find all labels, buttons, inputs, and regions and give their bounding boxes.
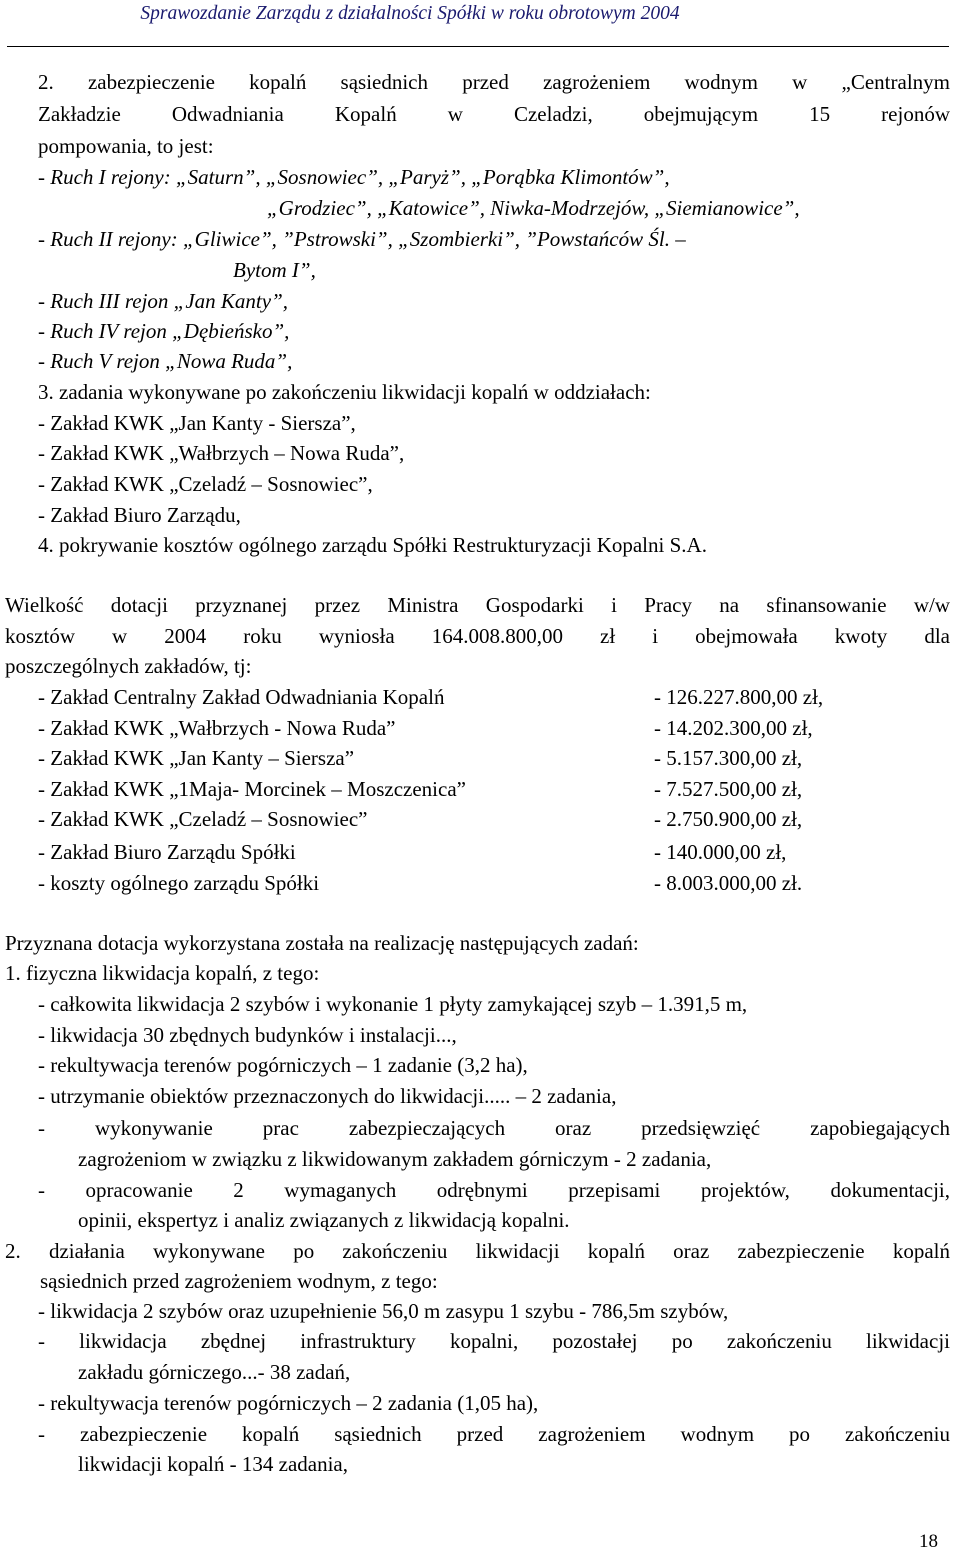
- zadania-t2-item: - zabezpieczenie kopalń sąsiednich przed zagrożeniem wodnym po zakończeniu: [38, 1422, 950, 1446]
- zadania-t1-item: - utrzymanie obiektów przeznaczonych do likwidacji..... – 2 zadania,: [38, 1084, 617, 1108]
- zadania-t2-item: - rekultywacja terenów pogórniczych – 2 zadania (1,05 ha),: [38, 1391, 539, 1415]
- dotacja-row-amount: - 8.003.000,00 zł.: [654, 871, 803, 895]
- sec2-intro-line1: 2. zabezpieczenie kopalń sąsiednich przed zagrożeniem wodnym w „Centralnym: [38, 70, 950, 94]
- sec3-title: 3. zadania wykonywane po zakończeniu likwidacji kopalń w oddziałach:: [38, 380, 651, 404]
- dotacja-para-line1: Wielkość dotacji przyznanej przez Ministra Gospodarki i Pracy na sfinansowanie w/w: [5, 593, 950, 617]
- dotacja-para-line2: kosztów w 2004 roku wyniosła 164.008.800,00 zł i obejmowała kwoty dla: [5, 624, 950, 648]
- dotacja-row-label: - Zakład KWK „Jan Kanty – Siersza”: [38, 746, 355, 770]
- zadania-t1-item: - wykonywanie prac zabezpieczających oraz przedsięwzięć zapobiegających: [38, 1116, 950, 1140]
- zadania-t1-item: - opracowanie 2 wymaganych odrębnymi przepisami projektów, dokumentacji,: [38, 1178, 950, 1202]
- sec2-ruch2-line1: - Ruch II rejony: „Gliwice”, ”Pstrowski”, „Szombierki”, ”Powstańców Śl. –: [38, 227, 686, 251]
- dotacja-row-label: - koszty ogólnego zarządu Spółki: [38, 871, 320, 895]
- dotacja-row-amount: - 14.202.300,00 zł,: [654, 716, 813, 740]
- sec3-item: - Zakład KWK „Jan Kanty - Siersza”,: [38, 411, 356, 435]
- dotacja-row-label: - Zakład Centralny Zakład Odwadniania Kopalń: [38, 685, 445, 709]
- sec2-ruch1-line1: - Ruch I rejony: „Saturn”, „Sosnowiec”, „Paryż”, „Porąbka Klimontów”,: [38, 165, 670, 189]
- dotacja-para-line3: poszczególnych zakładów, tj:: [5, 654, 252, 678]
- sec2-intro-line3: pompowania, to jest:: [38, 134, 214, 158]
- zadania-t1-title: 1. fizyczna likwidacja kopalń, z tego:: [5, 961, 320, 985]
- zadania-t2-item: - likwidacja zbędnej infrastruktury kopalni, pozostałej po zakończeniu likwidacji: [38, 1329, 950, 1353]
- page-number: 18: [919, 1531, 938, 1552]
- sec2-ruch1-line2: „Grodziec”, „Katowice”, Niwka-Modrzejów, „Siemianowice”,: [267, 196, 800, 220]
- dotacja-row-amount: - 2.750.900,00 zł,: [654, 807, 803, 831]
- zadania-t2-item-cont: likwidacji kopalń - 134 zadania,: [78, 1452, 348, 1476]
- dotacja-row-amount: - 140.000,00 zł,: [654, 840, 787, 864]
- dotacja-row-label: - Zakład KWK „1Maja- Morcinek – Moszczenica”: [38, 777, 466, 801]
- sec2-ruch5: - Ruch V rejon „Nowa Ruda”,: [38, 349, 293, 373]
- sec3-item: - Zakład KWK „Czeladź – Sosnowiec”,: [38, 472, 373, 496]
- header-text: Sprawozdanie Zarządu z działalności Spółki w roku obrotowym 2004: [140, 3, 680, 24]
- zadania-t2-title-cont: sąsiednich przed zagrożeniem wodnym, z tego:: [40, 1269, 438, 1293]
- sec3-item: - Zakład Biuro Zarządu,: [38, 503, 241, 527]
- dotacja-row-label: - Zakład KWK „Wałbrzych - Nowa Ruda”: [38, 716, 396, 740]
- dotacja-row-amount: - 5.157.300,00 zł,: [654, 746, 803, 770]
- zadania-t1-item: - likwidacja 30 zbędnych budynków i instalacji...,: [38, 1023, 457, 1047]
- zadania-t2-item-cont: zakładu górniczego...- 38 zadań,: [78, 1360, 351, 1384]
- page-header: [0, 3, 960, 25]
- zadania-t2-title: 2. działania wykonywane po zakończeniu likwidacji kopalń oraz zabezpieczenie kopalń: [5, 1239, 950, 1263]
- zadania-t1-item-cont: opinii, ekspertyz i analiz związanych z likwidacją kopalni.: [78, 1208, 570, 1232]
- sec2-ruch2-line2: Bytom I”,: [233, 258, 316, 282]
- sec2-ruch3: - Ruch III rejon „Jan Kanty”,: [38, 289, 289, 313]
- zadania-t1-item-cont: zagrożeniom w związku z likwidowanym zakładem górniczym - 2 zadania,: [78, 1147, 712, 1171]
- dotacja-row-amount: - 126.227.800,00 zł,: [654, 685, 824, 709]
- zadania-t2-item: - likwidacja 2 szybów oraz uzupełnienie 56,0 m zasypu 1 szybu - 786,5m szybów,: [38, 1299, 729, 1323]
- dotacja-row-label: - Zakład KWK „Czeladź – Sosnowiec”: [38, 807, 368, 831]
- header-rule: [7, 46, 949, 47]
- sec2-intro-line2: Zakładzie Odwadniania Kopalń w Czeladzi, obejmującym 15 rejonów: [38, 102, 950, 126]
- zadania-t1-item: - całkowita likwidacja 2 szybów i wykonanie 1 płyty zamykającej szyb – 1.391,5 m,: [38, 992, 748, 1016]
- sec4-title: 4. pokrywanie kosztów ogólnego zarządu Spółki Restrukturyzacji Kopalni S.A.: [38, 533, 707, 557]
- sec3-item: - Zakład KWK „Wałbrzych – Nowa Ruda”,: [38, 441, 405, 465]
- dotacja-row-amount: - 7.527.500,00 zł,: [654, 777, 803, 801]
- dotacja-row-label: - Zakład Biuro Zarządu Spółki: [38, 840, 296, 864]
- sec2-ruch4: - Ruch IV rejon „Dębieńsko”,: [38, 319, 290, 343]
- zadania-t1-item: - rekultywacja terenów pogórniczych – 1 zadanie (3,2 ha),: [38, 1053, 528, 1077]
- zadania-intro: Przyznana dotacja wykorzystana została na realizację następujących zadań:: [5, 931, 639, 955]
